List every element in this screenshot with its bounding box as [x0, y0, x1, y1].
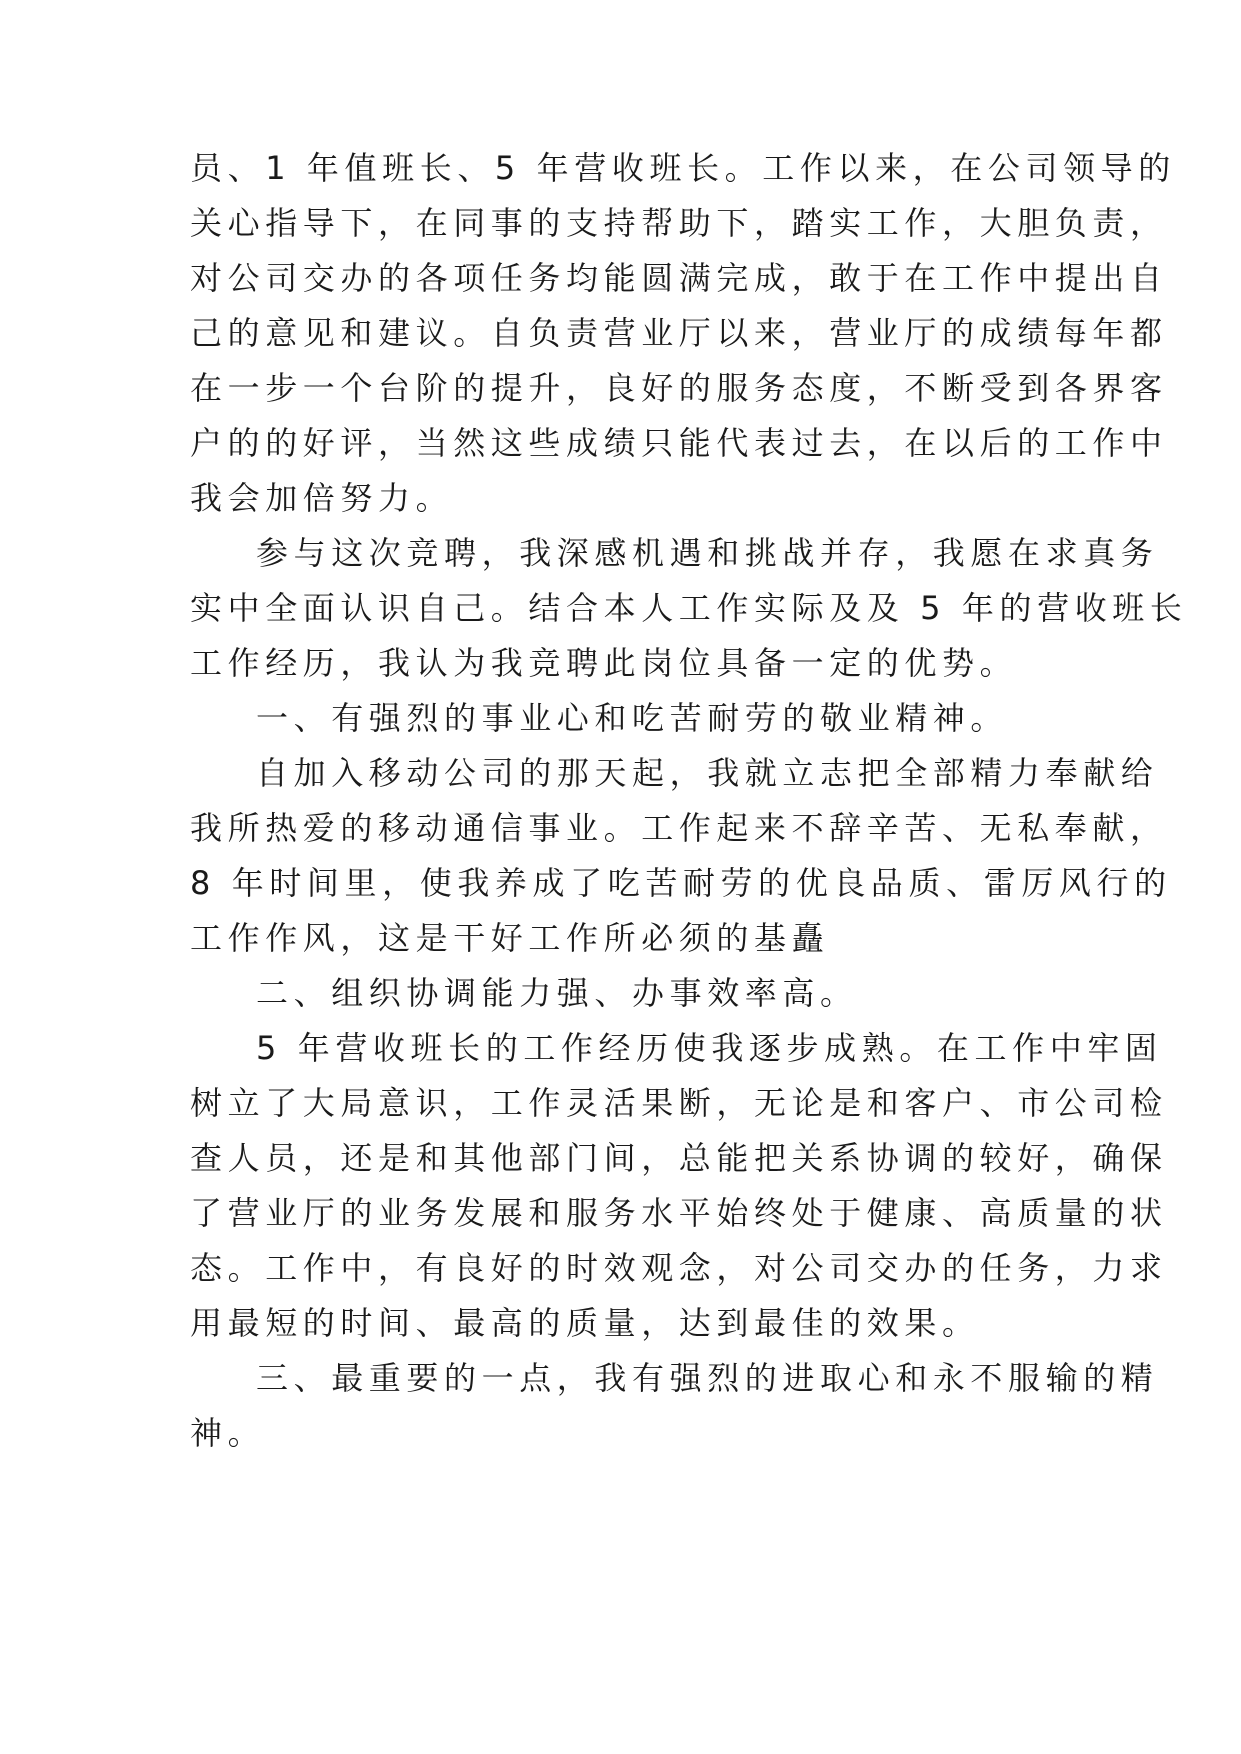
text-line: 己的意见和建议。自负责营业厅以来，营业厅的成绩每年都	[190, 314, 1168, 352]
text-line: 参与这次竞聘，我深感机遇和挑战并存，我愿在求真务	[256, 534, 1159, 572]
text-line: 户的的好评，当然这些成绩只能代表过去，在以后的工作中	[190, 424, 1168, 462]
text-line: 工作作风，这是干好工作所必须的基矗	[190, 919, 830, 957]
text-line: 5 年营收班长的工作经历使我逐步成熟。在工作中牢固	[256, 1029, 1163, 1067]
text-line: 查人员，还是和其他部门间，总能把关系协调的较好，确保	[190, 1139, 1168, 1177]
text-line: 自加入移动公司的那天起，我就立志把全部精力奉献给	[256, 754, 1159, 792]
text-line: 用最短的时间、最高的质量，达到最佳的效果。	[190, 1304, 980, 1342]
text-line: 我所热爱的移动通信事业。工作起来不辞辛苦、无私奉献，	[190, 809, 1168, 847]
section-heading: 三、最重要的一点，我有强烈的进取心和永不服输的精	[256, 1359, 1159, 1397]
text-line: 实中全面认识自己。结合本人工作实际及及 5 年的营收班长	[190, 589, 1188, 627]
text-line: 态。工作中，有良好的时效观念，对公司交办的任务，力求	[190, 1249, 1168, 1287]
text-line: 树立了大局意识，工作灵活果断，无论是和客户、市公司检	[190, 1084, 1168, 1122]
text-line: 对公司交办的各项任务均能圆满完成，敢于在工作中提出自	[190, 259, 1168, 297]
text-line: 8 年时间里，使我养成了吃苦耐劳的优良品质、雷厉风行的	[190, 864, 1172, 902]
text-line: 工作经历，我认为我竞聘此岗位具备一定的优势。	[190, 644, 1018, 682]
text-line: 关心指导下，在同事的支持帮助下，踏实工作，大胆负责，	[190, 204, 1168, 242]
section-heading: 二、组织协调能力强、办事效率高。	[256, 974, 858, 1012]
section-heading: 一、有强烈的事业心和吃苦耐劳的敬业精神。	[256, 699, 1009, 737]
text-line: 神。	[190, 1414, 266, 1452]
text-line: 了营业厅的业务发展和服务水平始终处于健康、高质量的状	[190, 1194, 1168, 1232]
text-line: 我会加倍努力。	[190, 479, 454, 517]
text-line: 员、1 年值班长、5 年营收班长。工作以来，在公司领导的	[190, 149, 1176, 187]
text-line: 在一步一个台阶的提升，良好的服务态度，不断受到各界客	[190, 369, 1168, 407]
